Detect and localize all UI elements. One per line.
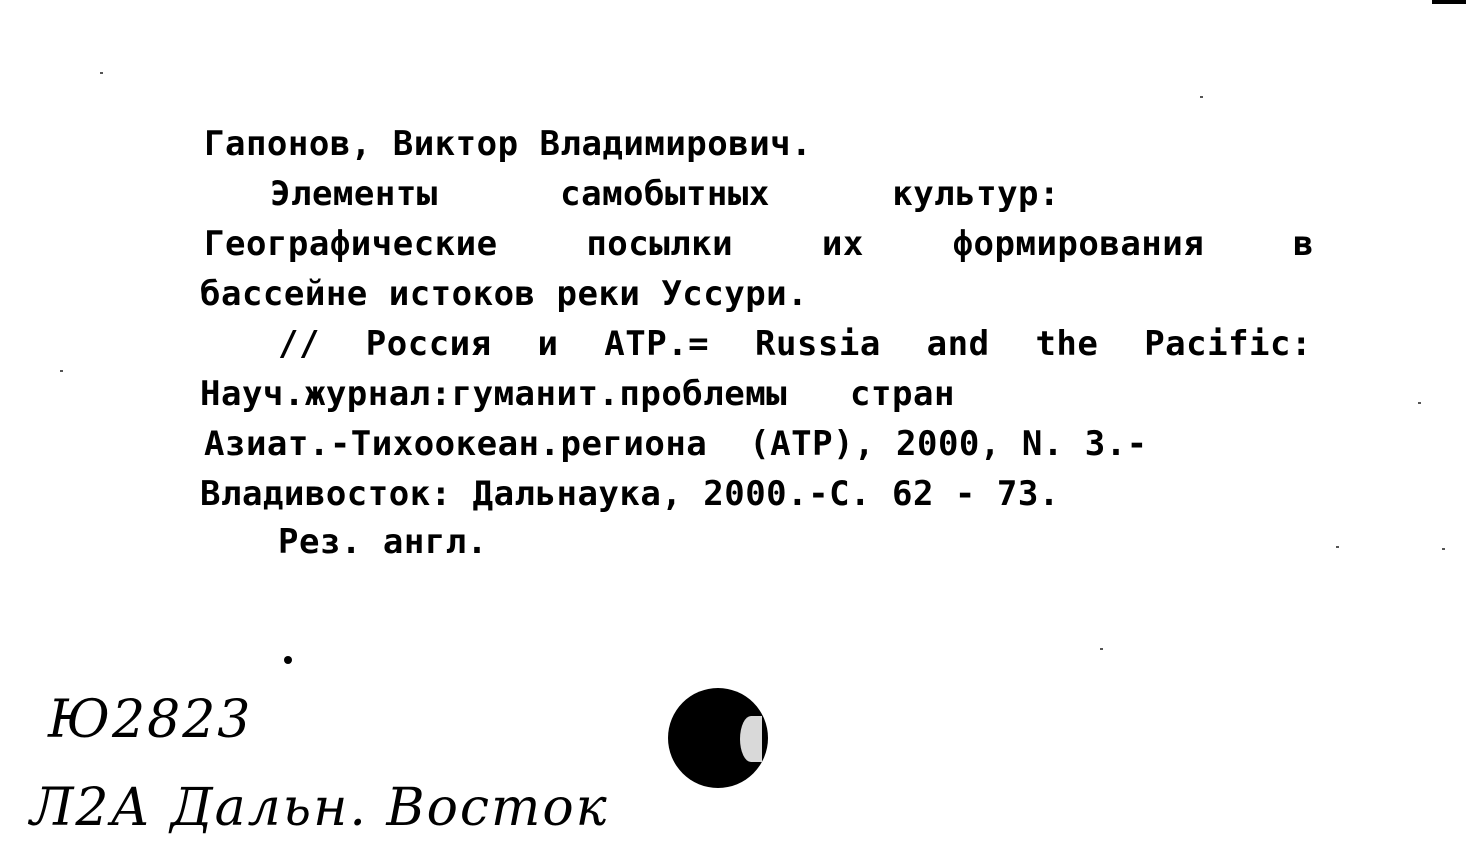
- speck: [1418, 402, 1421, 404]
- corner-mark: [1432, 0, 1466, 4]
- title-word: Элементы: [270, 174, 438, 214]
- speck: [100, 72, 103, 74]
- source-word: //: [278, 324, 320, 364]
- speck: [1336, 546, 1339, 548]
- title-word: Географические: [204, 224, 498, 264]
- author-line: Гапонов, Виктор Владимирович.: [204, 124, 813, 164]
- source-word: Pacific:: [1144, 324, 1312, 364]
- source-word: Russia: [755, 324, 881, 364]
- title-word: в: [1292, 224, 1314, 264]
- title-word: самобытных: [560, 174, 770, 214]
- title-line-1: [270, 174, 1060, 214]
- classification-note: Л2А Дальн. Восток: [30, 778, 609, 838]
- title-line-3: бассейне истоков реки Уссури.: [200, 274, 809, 314]
- speck: [1200, 96, 1203, 98]
- source-word: the: [1035, 324, 1099, 364]
- imprint-line: Владивосток: Дальнаука, 2000.-С. 62 - 73.: [200, 474, 1060, 514]
- title-word: их: [821, 224, 864, 264]
- title-word: посылки: [586, 224, 734, 264]
- speck: [1100, 648, 1103, 650]
- title-word: формирования: [952, 224, 1205, 264]
- speck: [1442, 548, 1445, 550]
- inventory-number: Ю2823: [48, 690, 253, 750]
- source-word: and: [926, 324, 990, 364]
- source-word: Россия: [365, 324, 492, 364]
- source-line-2: Науч.журнал:гуманит.проблемы стран: [200, 374, 955, 414]
- source-word: и: [537, 324, 559, 364]
- source-line-3: Азиат.-Тихоокеан.региона (АТР), 2000, N. 3.-: [204, 424, 1148, 464]
- title-word: культур:: [892, 174, 1060, 214]
- title-line-2: [204, 224, 1314, 264]
- source-word: АТР.=: [604, 324, 710, 364]
- source-line-1: [278, 324, 1312, 364]
- punch-hole: [668, 688, 768, 788]
- ink-dot: [284, 656, 292, 664]
- speck: [60, 370, 63, 372]
- note-line: Рез. англ.: [278, 522, 488, 562]
